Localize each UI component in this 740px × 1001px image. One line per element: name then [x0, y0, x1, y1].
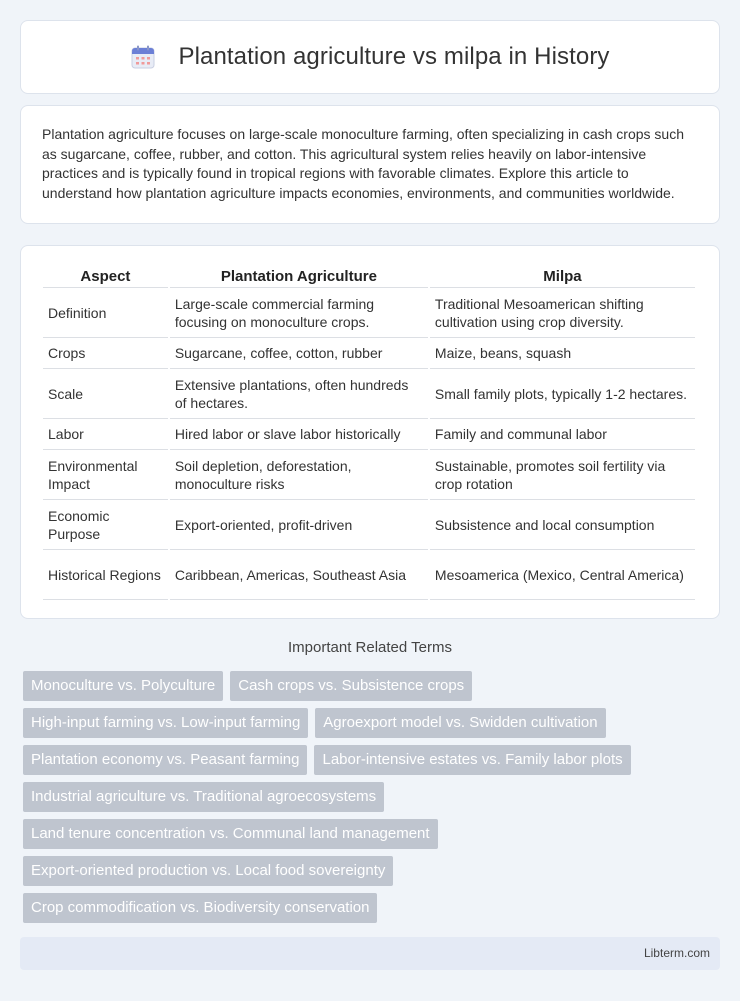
tag-row	[23, 782, 703, 812]
comparison-table	[41, 265, 697, 600]
table-cell: Caribbean, Americas, Southeast Asia	[170, 550, 428, 600]
related-term-tag[interactable]: Crop commodification vs. Biodiversity conservation	[23, 893, 377, 923]
table-row	[43, 550, 695, 600]
tag-row	[23, 819, 703, 849]
table-cell: Soil depletion, deforestation, monoculture risks	[170, 450, 428, 500]
table-cell: Mesoamerica (Mexico, Central America)	[430, 550, 695, 600]
tag-row	[23, 708, 703, 738]
table-cell: Definition	[43, 288, 168, 338]
table-row	[43, 450, 695, 500]
column-header: Milpa	[430, 265, 695, 288]
related-term-tag[interactable]: Land tenure concentration vs. Communal land management	[23, 819, 438, 849]
table-cell: Export-oriented, profit-driven	[170, 500, 428, 550]
table-cell: Extensive plantations, often hundreds of hectares.	[170, 369, 428, 419]
table-cell: Scale	[43, 369, 168, 419]
table-cell: Subsistence and local consumption	[430, 500, 695, 550]
table-cell: Environmental Impact	[43, 450, 168, 500]
related-term-tag[interactable]: Labor-intensive estates vs. Family labor plots	[314, 745, 630, 775]
table-cell: Labor	[43, 419, 168, 450]
table-row	[43, 419, 695, 450]
table-cell: Family and communal labor	[430, 419, 695, 450]
table-row	[43, 500, 695, 550]
table-row	[43, 288, 695, 338]
related-term-tag[interactable]: High-input farming vs. Low-input farming	[23, 708, 308, 738]
related-term-tag[interactable]: Industrial agriculture vs. Traditional agroecosystems	[23, 782, 384, 812]
related-term-tag[interactable]: Plantation economy vs. Peasant farming	[23, 745, 307, 775]
table-cell: Sustainable, promotes soil fertility via crop rotation	[430, 450, 695, 500]
tag-row	[23, 745, 703, 775]
table-cell: Crops	[43, 338, 168, 369]
table-cell: Traditional Mesoamerican shifting cultivation using crop diversity.	[430, 288, 695, 338]
related-term-tag[interactable]: Agroexport model vs. Swidden cultivation	[315, 708, 605, 738]
table-header-row	[43, 265, 695, 288]
table-cell: Historical Regions	[43, 550, 168, 600]
related-terms-list	[23, 671, 703, 930]
tag-row	[23, 671, 703, 701]
related-term-tag[interactable]: Monoculture vs. Polyculture	[23, 671, 223, 701]
column-header: Plantation Agriculture	[170, 265, 428, 288]
tag-row	[23, 856, 703, 886]
tag-row	[23, 893, 703, 923]
table-row	[43, 338, 695, 369]
related-terms-title: Important Related Terms	[288, 639, 452, 656]
footer	[20, 937, 720, 970]
intro-text: Plantation agriculture focuses on large-scale monoculture farming, often specializing in cash crops such as sugarcane, coffee, rubber, and cotton. This agricultural system relies heavily on labor-intensive practices and is typically found in tropical regions with favorable climates. Explore this article to understand how plantation agriculture impacts economies, environments, and communities worldwide.	[42, 126, 685, 201]
page-header	[20, 20, 720, 94]
table-row	[43, 369, 695, 419]
table-cell: Large-scale commercial farming focusing on monoculture crops.	[170, 288, 428, 338]
intro-card	[20, 105, 720, 224]
table-cell: Hired labor or slave labor historically	[170, 419, 428, 450]
related-term-tag[interactable]: Export-oriented production vs. Local food sovereignty	[23, 856, 393, 886]
page-title: Plantation agriculture vs milpa in History	[178, 43, 610, 70]
table-cell: Economic Purpose	[43, 500, 168, 550]
table-cell: Maize, beans, squash	[430, 338, 695, 369]
related-term-tag[interactable]: Cash crops vs. Subsistence crops	[230, 671, 472, 701]
column-header: Aspect	[43, 265, 168, 288]
calendar-icon	[130, 44, 156, 70]
table-cell: Sugarcane, coffee, cotton, rubber	[170, 338, 428, 369]
footer-site-link[interactable]: Libterm.com	[643, 946, 710, 960]
table-cell: Small family plots, typically 1-2 hectares.	[430, 369, 695, 419]
comparison-card	[20, 245, 720, 619]
